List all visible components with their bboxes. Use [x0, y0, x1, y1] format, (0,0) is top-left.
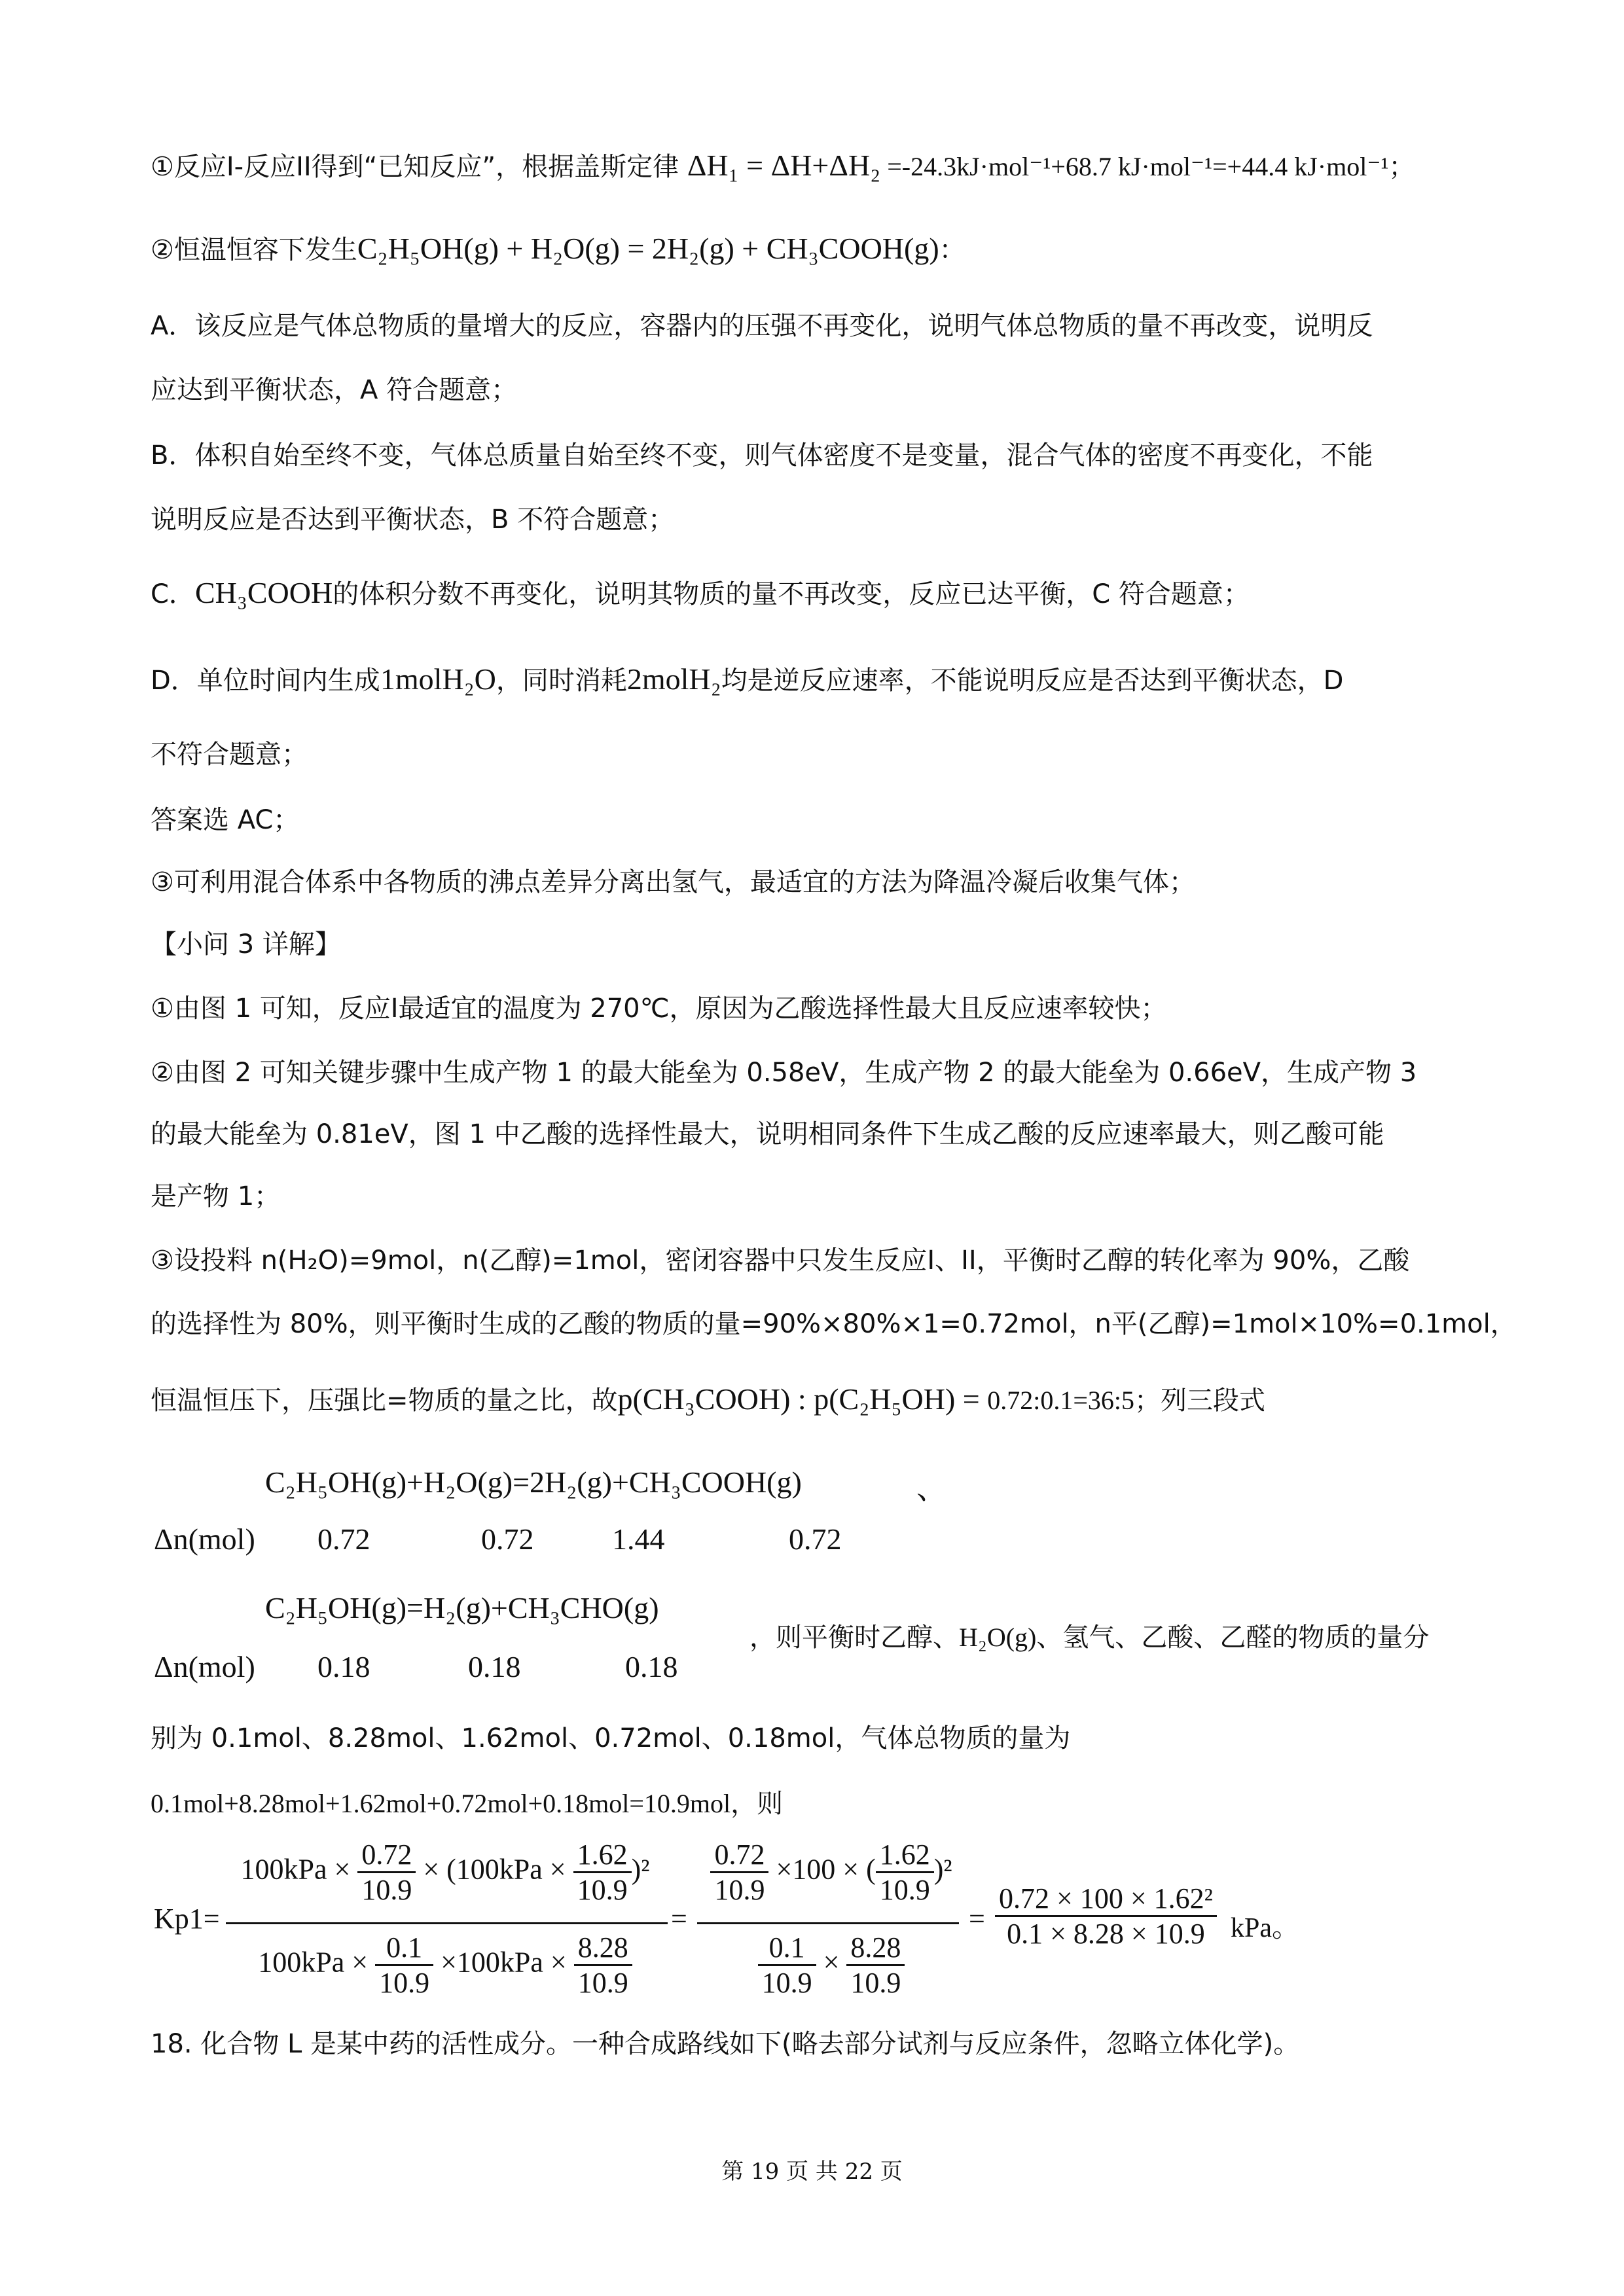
- equals-sign: =: [671, 1903, 687, 1935]
- text-line: 的最大能垒为 0.81eV，图 1 中乙酸的选择性最大，说明相同条件下生成乙酸的反应速率最大，则乙酸可能: [151, 1119, 1384, 1149]
- text-line: D．单位时间内生成1molH₂O，同时消耗2molH₂均是逆反应速率，不能说明反应是否达到平衡状态，D: [151, 662, 1344, 696]
- page-footer: 第 19 页 共 22 页: [721, 2159, 903, 2185]
- text-line: ①由图 1 可知，反应I最适宜的温度为 270℃，原因为乙酸选择性最大且反应速率较快；: [151, 994, 1167, 1024]
- text-line: 答案选 AC；: [151, 805, 300, 835]
- fraction-bar: [226, 1922, 668, 1924]
- table-value: 0.72: [481, 1522, 534, 1556]
- section-heading: 【小问 3 详解】: [151, 929, 341, 960]
- kp-denominator: 100kPa × $\frac{0.1}{10.9}$ ×100kPa × $\frac{8.28}{10.9}$: [223, 1931, 668, 2000]
- fraction: $\frac{1.62}{10.9}$: [876, 1838, 934, 1907]
- unit: kPa。: [1231, 1913, 1300, 1943]
- text-line: B．体积自始至终不变，气体总质量自始至终不变，则气体密度不是变量，混合气体的密度不再变化，不能: [151, 440, 1373, 471]
- formula: 1molH₂O: [380, 662, 496, 696]
- kp-numerator-2: $\frac{0.72}{10.9}$ ×100 × ( $\frac{1.62}{10.9}$ )²: [694, 1838, 969, 1907]
- fraction: $\frac{8.28}{10.9}$: [846, 1931, 905, 2000]
- row-label: Δn(mol): [154, 1650, 255, 1683]
- text-line: 的选择性为 80%，则平衡时生成的乙酸的物质的量=90%×80%×1=0.72mol，n平(乙醇)=1mol×10%=0.1mol，: [151, 1309, 1517, 1339]
- text-line: 是产物 1；: [151, 1181, 281, 1211]
- table-tail: 、: [916, 1472, 947, 1505]
- text-line: 0.1mol+8.28mol+1.62mol+0.72mol+0.18mol=10.9mol，则: [151, 1789, 784, 1818]
- formula: C₂H₅OH(g) + H₂O(g) = 2H₂(g) + CH₃COOH(g): [357, 232, 939, 265]
- reaction-equation: C₂H₅OH(g)=H₂(g)+CH₃CHO(g): [265, 1591, 659, 1624]
- text-line: 说明反应是否达到平衡状态，B 不符合题意；: [151, 505, 675, 535]
- text-line: C．CH₃COOH的体积分数不再变化，说明其物质的量不再改变，反应已达平衡，C 符合题意；: [151, 576, 1250, 609]
- fraction: $\frac{8.28}{10.9}$: [574, 1931, 632, 2000]
- formula: 2molH₂: [626, 662, 721, 696]
- text-line: 恒温恒压下，压强比=物质的量之比，故p(CH₃COOH) : p(C₂H₅OH) = 0.72:0.1=36:5；列三段式: [151, 1382, 1266, 1416]
- reaction-equation: C₂H₅OH(g)+H₂O(g)=2H₂(g)+CH₃COOH(g): [265, 1465, 802, 1499]
- formula: ΔH₁ = ΔH+ΔH₂: [687, 149, 881, 182]
- formula: CH₃COOH: [194, 576, 333, 609]
- table-tail: ，则平衡时乙醇、H₂O(g)、氢气、乙酸、乙醛的物质的量分: [749, 1623, 1430, 1652]
- text-line: A．该反应是气体总物质的量增大的反应，容器内的压强不再变化，说明气体总物质的量不再改变，说明反: [151, 311, 1373, 341]
- text-line: ②由图 2 可知关键步骤中生成产物 1 的最大能垒为 0.58eV，生成产物 2 的最大能垒为 0.66eV，生成产物 3: [151, 1058, 1417, 1088]
- formula: p(CH₃COOH) : p(C₂H₅OH) =: [617, 1382, 988, 1416]
- fraction: $\frac{0.1}{10.9}$: [758, 1931, 816, 2000]
- fraction: $\frac{\text{0.72 × 100 × 1.62²}}{0.1 \times 8.28 \times 10.9}$: [995, 1882, 1217, 1950]
- text-line: ③可利用混合体系中各物质的沸点差异分离出氢气，最适宜的方法为降温冷凝后收集气体；: [151, 867, 1195, 897]
- fraction: $\frac{0.72}{10.9}$: [710, 1838, 768, 1907]
- fraction: $\frac{0.72}{10.9}$: [357, 1838, 416, 1907]
- question-line: 18. 化合物 L 是某中药的活性成分。一种合成路线如下(略去部分试剂与反应条件，忽略立体化学)。: [151, 2029, 1300, 2059]
- fraction: $\frac{1.62}{10.9}$: [573, 1838, 632, 1907]
- table-value: 0.18: [317, 1650, 370, 1683]
- table-value: 0.18: [468, 1650, 521, 1683]
- text-line: ②恒温恒容下发生C₂H₅OH(g) + H₂O(g) = 2H₂(g) + CH₃COOH(g)：: [151, 232, 965, 265]
- text-line: ①反应I-反应II得到“已知反应”，根据盖斯定律 ΔH₁ = ΔH+ΔH₂ =-24.3kJ·mol⁻¹+68.7 kJ·mol⁻¹=+44.4 kJ·mol⁻¹；: [151, 149, 1415, 182]
- fraction: $\frac{0.1}{10.9}$: [375, 1931, 433, 2000]
- equals-sign: =: [969, 1903, 985, 1935]
- text-line: 别为 0.1mol、8.28mol、1.62mol、0.72mol、0.18mol，气体总物质的量为: [151, 1723, 1071, 1753]
- text-line: 不符合题意；: [151, 740, 308, 770]
- table-value: 1.44: [612, 1522, 665, 1556]
- kp-symbol: Kp1=: [154, 1903, 220, 1935]
- table-value: 0.72: [317, 1522, 370, 1556]
- table-value: 0.18: [625, 1650, 678, 1683]
- fraction-bar: [697, 1922, 959, 1924]
- kp-numerator: 100kPa × $\frac{0.72}{10.9}$ × (100kPa × $\frac{1.62}{10.9}$ )²: [240, 1839, 650, 1906]
- kp-denominator-2: $\frac{0.1}{10.9}$ × $\frac{8.28}{10.9}$: [694, 1931, 969, 2000]
- text-line: 应达到平衡状态，A 符合题意；: [151, 375, 518, 405]
- row-label: Δn(mol): [154, 1522, 255, 1556]
- table-value: 0.72: [789, 1522, 842, 1556]
- text-line: ③设投料 n(H₂O)=9mol，n(乙醇)=1mol，密闭容器中只发生反应I、II，平衡时乙醇的转化率为 90%，乙酸: [151, 1246, 1410, 1276]
